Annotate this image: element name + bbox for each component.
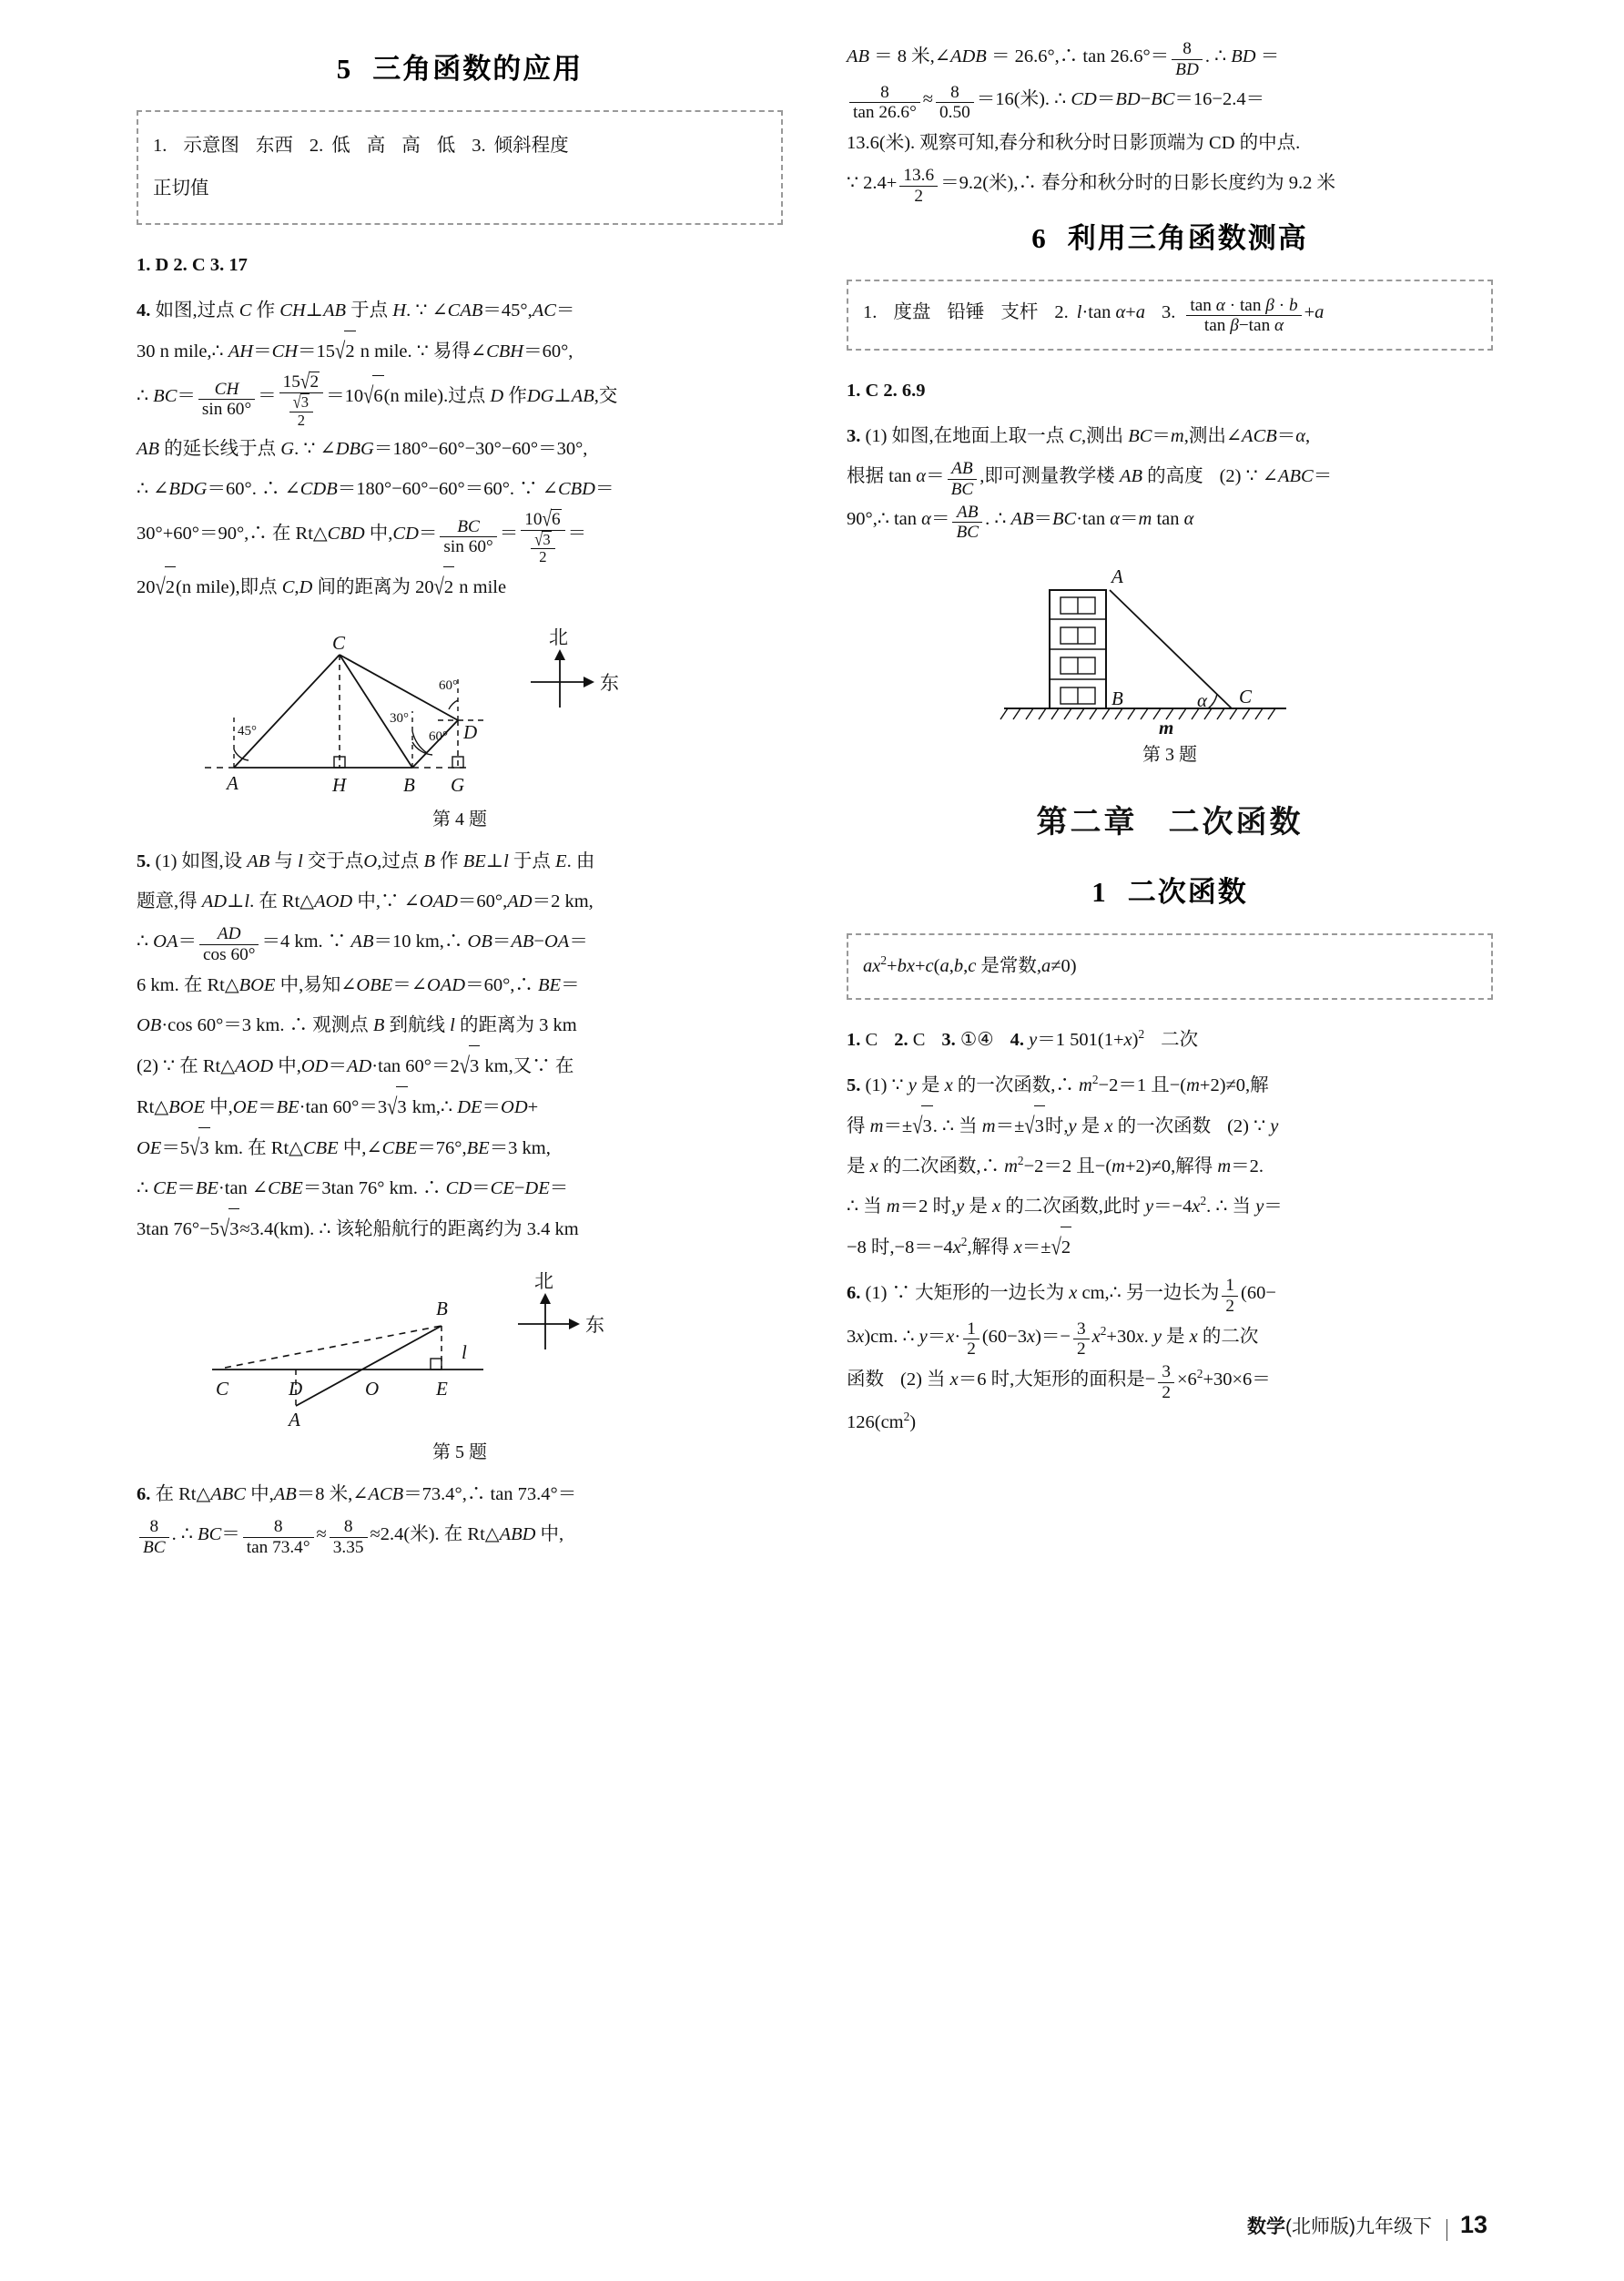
s6-q3-line-1: (1) 如图,在地面上取一点 C,测出 BC＝m,测出∠ACB＝α,	[865, 425, 1311, 446]
section-6-title: 利用三角函数测高	[1067, 222, 1308, 255]
east-label-5: 东	[585, 1315, 604, 1337]
fill-3-ans-a: 倾斜程度	[493, 136, 569, 156]
s6-answers-row-text: 1. C 2. 6.9	[847, 380, 926, 401]
q6-line-1: 在 Rt△ABC 中,AB＝8 米,∠ACB＝73.4°,∴ tan 73.4°＝	[155, 1484, 577, 1505]
s6-q3-line-3: 90°,∴ tan α＝ $\frac{AB}{BC}$ . ∴ AB＝BC·tan α＝m tan α	[847, 502, 1194, 543]
s6-q3-number: 3.	[847, 425, 861, 446]
point-E-label-5: E	[436, 1378, 448, 1400]
north-label: 北	[549, 627, 568, 649]
chapter2-section-1-heading	[847, 869, 1493, 910]
q5-line-7: Rt△BOE 中,OE＝BE·tan 60°＝3√3 km,∴ DE＝OD+	[137, 1097, 538, 1117]
figure-5-svg	[168, 1262, 751, 1435]
point-C-label-5: C	[216, 1378, 229, 1400]
q4-line-3: ∴ BC＝ $\frac{CH}{\sin 60^\circ}$ ＝ $\frac{15√2}{\frac{√3}{2}}$ ＝10√6(n mile).过点 D 作DG⊥AB,交	[137, 370, 618, 429]
point-D-label: D	[463, 721, 478, 744]
q5-line-1: (1) 如图,设 AB 与 l 交于点O,过点 B 作 BE⊥l 于点 E. 由	[155, 851, 595, 872]
figure-4-caption: 第 4 题	[432, 810, 487, 830]
cont-line-4: ∵ 2.4+ $\frac{13.6}{2}$ ＝9.2(米),∴ 春分和秋分时的日影长度约为 9.2 米	[847, 166, 1335, 206]
angle-60-b-label: 60°	[429, 729, 448, 745]
q4-line-2: 30 n mile,∴ AH＝CH＝15√2 n mile. ∵ 易得∠CBH＝60°,	[137, 341, 573, 361]
section-5-continuation	[847, 36, 1493, 206]
ch2-q6-line-4: $126(cm^2)$	[847, 1410, 917, 1433]
section-6-heading	[847, 215, 1493, 256]
point-A-label-3: A	[1111, 565, 1123, 587]
q4-line-1: 如图,过点 C 作 CH⊥AB 于点 H. ∵ ∠CAB＝45°,AC＝	[155, 300, 575, 321]
side-m-label-3: m	[1159, 716, 1174, 738]
chapter-2-title: 二次函数	[1168, 804, 1304, 840]
figure-3-svg	[888, 555, 1452, 738]
ch2-ans-2: 2.	[894, 1029, 908, 1050]
figure-question-3-building	[847, 555, 1493, 766]
angle-45-label: 45°	[238, 724, 257, 739]
ch2-section-1-title: 二次函数	[1127, 875, 1248, 908]
s6-fill-1-number: 1.	[863, 302, 878, 323]
fill-2-ans-a: 低	[331, 136, 350, 156]
fill-2-ans-d: 低	[436, 136, 456, 156]
section-5-answers-row	[137, 245, 783, 285]
section-6-q3	[847, 416, 1493, 543]
q5-line-8: OE＝5√3 km. 在 Rt△CBE 中,∠CBE＝76°,BE＝3 km,	[137, 1138, 551, 1158]
point-C-label-3: C	[1239, 685, 1253, 708]
section-6-answers-row	[847, 371, 1493, 411]
point-A-label: A	[227, 772, 239, 795]
fill-1-ans-a: 示意图	[183, 136, 239, 156]
answers-row-text: 1. D 2. C 3. 17	[137, 255, 248, 276]
angle-30-label: 30°	[390, 711, 409, 727]
point-H-label: H	[332, 774, 347, 797]
footer-edition: (北师版)九年级下	[1284, 2216, 1432, 2237]
s6-fill-2-val: l·tan α+a	[1076, 302, 1146, 323]
q4-line-7: 20√2(n mile),即点 C,D 间的距离为 20√2 n mile	[137, 577, 506, 597]
figure-4-svg	[168, 620, 751, 802]
chapter2-q6	[847, 1273, 1493, 1442]
section-5-q6	[137, 1474, 783, 1557]
ch2-q5-number: 5.	[847, 1074, 861, 1095]
ch2-q6-line-2: 3x)cm. ∴ y＝x· $\frac{1}{2}$ (60−3x)＝− $\frac{3}{2}$ $x^2+30x$. y 是 x 的二次	[847, 1319, 1259, 1359]
fill-3-ans-b: 正切值	[153, 178, 209, 199]
ch2-q6-line-3: 函数 (2) 当 x＝6 时,大矩形的面积是− $\frac{3}{2}$ $\times 6^2+30\times 6=$	[847, 1362, 1271, 1402]
ch2-ans-3: 3.	[941, 1029, 956, 1050]
ch2-ans-1: 1.	[847, 1029, 861, 1050]
q4-line-4: AB 的延长线于点 G. ∵ ∠DBG＝180°−60°−30°−60°＝30°,	[137, 439, 588, 460]
line-l-label-5: l	[462, 1341, 467, 1364]
ch2-section-1-number: 1	[1091, 875, 1108, 908]
fill-2-number: 2.	[309, 136, 324, 156]
q5-line-3: ∴ OA＝ $\frac{AD}{\cos 60^\circ}$ ＝4 km. ∵ AB＝10 km,∴ OB＝AB−OA＝	[137, 924, 588, 965]
footer-divider	[1446, 2219, 1447, 2241]
fill-1-ans-b: 东西	[255, 136, 293, 156]
angle-alpha-label-3: α	[1197, 688, 1208, 711]
section-5-q5	[137, 841, 783, 1249]
ch2-q5-line-2: 得 m＝±√3. ∴ 当 m＝±√3时,y 是 x 的一次函数 (2) ∵ y	[847, 1116, 1278, 1136]
figure-question-4	[137, 620, 783, 830]
q5-line-6: (2) ∵ 在 Rt△AOD 中,OD＝AD·tan 60°＝2√3 km,又∵ 在	[137, 1056, 573, 1076]
point-D-label-5: D	[289, 1378, 303, 1400]
footer-subject: 数学	[1246, 2216, 1285, 2237]
point-O-label-5: O	[365, 1378, 380, 1400]
cont-line-2: $\frac{8}{\tan 26.6^\circ}$ ≈ $\frac{8}{0.50}$ ＝16(米). ∴ CD＝BD−BC＝16−2.4＝	[847, 89, 1264, 109]
figure-5-caption: 第 5 题	[432, 1442, 487, 1463]
point-B-label-5: B	[436, 1298, 448, 1320]
q5-line-9: ∴ CE＝BE·tan ∠CBE＝3tan 76° km. ∴ CD＝CE−DE＝	[137, 1177, 569, 1198]
q5-number: 5.	[137, 851, 151, 872]
s6-q3-line-2: 根据 tan α＝ $\frac{AB}{BC}$ ,即可测量教学楼 AB 的高度 (2) ∵ ∠ABC＝	[847, 459, 1333, 499]
left-column	[137, 36, 808, 2167]
ch2-q6-line-1: (1) ∵ 大矩形的一边长为 x cm,∴ 另一边长为 $\frac{1}{2}$ (60−	[865, 1276, 1276, 1316]
section-5-number: 5	[336, 53, 353, 85]
section-5-fill-in-box	[137, 110, 783, 225]
section-6-number: 6	[1031, 222, 1048, 255]
q5-line-2: 题意,得 AD⊥l. 在 Rt△AOD 中,∵ ∠OAD＝60°,AD＝2 km,	[137, 891, 594, 912]
q6-line-2: $\frac{8}{BC}$ . ∴ BC＝ $\frac{8}{\tan 73.4^\circ}$ ≈ $\frac{8}{3.35}$ ≈2.4(米). 在 Rt△ABD 中,	[137, 1524, 563, 1544]
s6-fill-3-val: $\frac{\text{tan α · tan β · b}}{\text{tan β−tan α}}$ +a	[1183, 302, 1324, 322]
fill-3-number: 3.	[472, 136, 486, 156]
cont-line-1: AB ＝ 8 米,∠ADB ＝ 26.6°,∴ tan 26.6°＝ $\frac{8}{BD}$ . ∴ BD ＝	[847, 39, 1280, 79]
two-column-body	[137, 36, 1502, 2167]
s6-fill-1-b: 铅锤	[947, 302, 985, 323]
fill-1-number: 1.	[153, 136, 167, 156]
q4-line-5: ∴ ∠BDG＝60°. ∴ ∠CDB＝180°−60°−60°＝60°. ∵ ∠CBD＝	[137, 479, 614, 500]
point-B-label: B	[403, 774, 415, 797]
s6-fill-1-c: 支杆	[1000, 302, 1039, 323]
q5-line-5: OB·cos 60°＝3 km. ∴ 观测点 B 到航线 l 的距离为 3 km	[137, 1014, 577, 1035]
point-B-label-3: B	[1111, 687, 1123, 709]
s6-fill-3-number: 3.	[1162, 302, 1176, 323]
ch2-q5-line-1: (1) ∵ y 是 x 的一次函数,∴ $m^2-2=1$ 且−(m+2)≠0,解	[865, 1072, 1269, 1095]
q4-line-6: 30°+60°＝90°,∴ 在 Rt△CBD 中,CD＝ $\frac{BC}{\sin 60^\circ}$ ＝ $\frac{10√6}{\frac{√3}{2}}$ ＝	[137, 507, 587, 566]
figure-3-caption: 第 3 题	[1142, 744, 1197, 765]
chapter2-q5	[847, 1065, 1493, 1268]
section-6-fill-in-box	[847, 280, 1493, 350]
ch2-q5-line-4: ∴ 当 m＝2 时,y 是 x 的二次函数,此时 $y=-4x^2$. ∴ 当 y＝	[847, 1194, 1283, 1217]
fill-2-ans-c: 高	[401, 136, 421, 156]
chapter2-answers-row: 1. C 2. C 3. ①④ 4. y＝1 $501(1+x)^2$ 二次	[847, 1026, 1199, 1050]
section-5-heading	[137, 46, 783, 87]
point-C-label: C	[332, 632, 346, 655]
chapter-2-heading	[847, 797, 1493, 841]
ch2-ans-4: 4.	[1010, 1029, 1025, 1050]
fill-2-ans-b: 高	[366, 136, 386, 156]
page-footer	[0, 2211, 1487, 2239]
chapter2-fill-in-box	[847, 933, 1493, 1000]
right-column	[847, 36, 1493, 2167]
north-label-5: 北	[534, 1271, 553, 1293]
ch2-q5-line-3: 是 x 的二次函数,∴ $m^2-2=2$ 且−(m+2)≠0,解得 m＝2.	[847, 1154, 1264, 1176]
angle-60-d-label: 60°	[439, 678, 458, 694]
cont-line-3: 13.6(米). 观察可知,春分和秋分时日影顶端为 CD 的中点.	[847, 132, 1301, 153]
page-number: 13	[1459, 2211, 1487, 2238]
section-5-title: 三角函数的应用	[372, 53, 584, 85]
section-5-q4	[137, 290, 783, 607]
figure-question-5	[137, 1262, 783, 1463]
point-A-label-5: A	[289, 1409, 300, 1431]
ch2-q5-line-5: −8 时$,-8=-4x^2$,解得 x＝±√2	[847, 1237, 1071, 1258]
point-G-label: G	[451, 774, 465, 797]
q6-number: 6.	[137, 1484, 151, 1505]
s6-fill-2-number: 2.	[1054, 302, 1069, 323]
ch2-q6-number: 6.	[847, 1283, 861, 1304]
chapter-2-number: 第二章	[1036, 804, 1138, 840]
s6-fill-1-a: 度盘	[893, 302, 931, 323]
q5-line-4: 6 km. 在 Rt△BOE 中,易知∠OBE＝∠OAD＝60°,∴ BE＝	[137, 974, 580, 995]
q5-line-10: 3tan 76°−5√3≈3.4(km). ∴ 该轮船航行的距离约为 3.4 km	[137, 1219, 579, 1239]
ch2-fill-value: $ax^2+bx+c(a,b,c$ 是常数,a≠0)	[863, 952, 1077, 976]
east-label: 东	[600, 673, 619, 695]
q4-number: 4.	[137, 300, 151, 321]
